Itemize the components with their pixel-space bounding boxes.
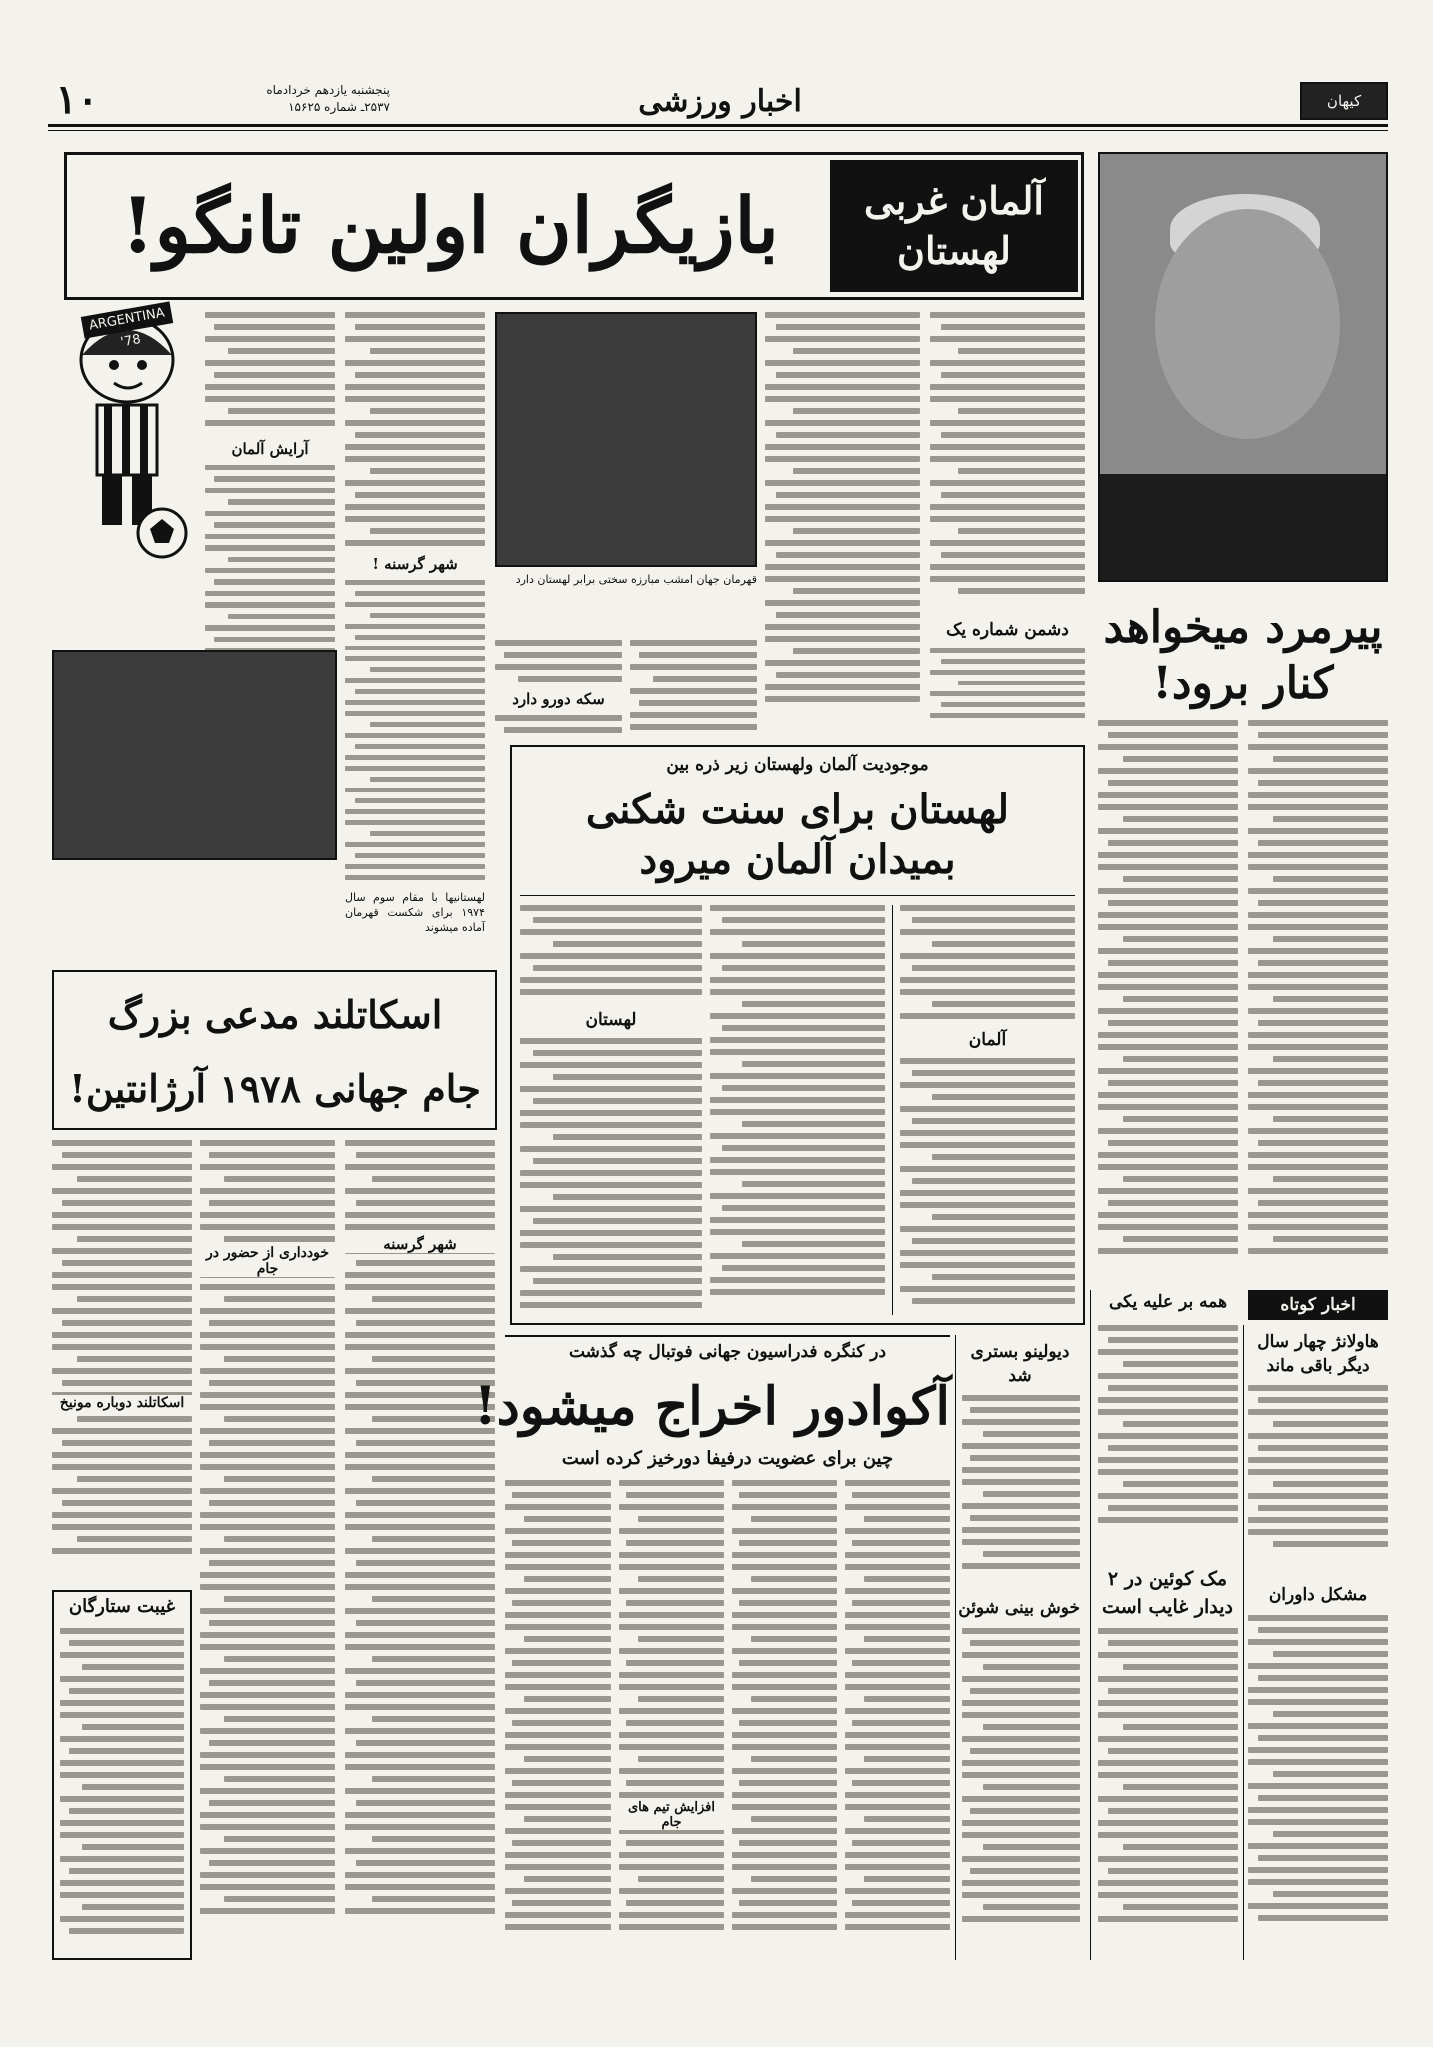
- scotland-headline-line-1: اسکاتلند مدعی بزرگ: [107, 992, 443, 1037]
- masthead-rule-thin: [48, 130, 1388, 131]
- story-column-d: [495, 640, 622, 685]
- poland-column-3b: [520, 1038, 702, 1318]
- story-column-c: [630, 640, 757, 735]
- portrait-headline-line-1: پیرمرد میخواهد: [1103, 602, 1383, 653]
- squad-photo: [52, 650, 337, 860]
- all-against-one-column: [1098, 1325, 1238, 1555]
- sub-germany: آلمان: [968, 1030, 1007, 1050]
- scotland-sub-3: اسکاتلند دوباره مونیخ: [52, 1395, 192, 1411]
- fifa-top-rule: [505, 1335, 950, 1337]
- sub-coin: سکه دورو دارد: [512, 690, 605, 708]
- date-text: پنجشنبه یازدهم خردادماه: [266, 83, 390, 97]
- fifa-kicker: در کنگره فدراسیون جهانی فوتبال چه گذشت: [568, 1342, 887, 1362]
- mascot-illustration: [52, 305, 202, 565]
- scotland-headline: [60, 978, 490, 1126]
- fifa-column-1: [845, 1480, 950, 1960]
- portrait-column-1: [1248, 720, 1388, 1275]
- poland-head-rule: [520, 895, 1075, 896]
- scotland-sub-1: شهر گرسنه: [345, 1235, 495, 1253]
- fifa-column-2: [732, 1480, 837, 1960]
- sub-arrival: آرایش آلمان: [231, 440, 309, 458]
- referees-headline: مشکل داوران: [1268, 1585, 1368, 1605]
- page-number: ۱۰: [55, 76, 99, 123]
- poland-col-rule: [892, 905, 893, 1315]
- poland-kicker: موجودیت آلمان ولهستان زیر ذره بین: [666, 755, 929, 775]
- all-against-one-headline: همه بر علیه یکی: [1108, 1292, 1228, 1312]
- portrait-photo: [1098, 152, 1388, 582]
- welcome-column: [962, 1628, 1080, 1958]
- poland-column-1b: [900, 1058, 1075, 1318]
- fifa-sub-teams: افزایش تیم های جام: [619, 1800, 724, 1830]
- fifa-column-4: [505, 1480, 611, 1960]
- stars-headline: غیبت ستارگان: [68, 1596, 176, 1617]
- poland-headline-line-1: لهستان برای سنت شکنی: [585, 786, 1010, 833]
- masthead-rule: [48, 124, 1388, 127]
- squad-photo-caption: لهستانیها با مقام سوم سال ۱۹۷۴ برای شکست قهرمان آماده میشوند: [345, 891, 485, 934]
- lead-tag-line-2: لهستان: [897, 228, 1011, 273]
- fifa-deck: چین برای عضویت درفیفا دورخیز کرده است: [561, 1448, 894, 1469]
- poland-column-2: [710, 905, 885, 1315]
- short-news-banner: اخبار کوتاه: [1248, 1290, 1388, 1320]
- sub-hunger: شهر گرسنه !: [372, 555, 458, 573]
- scotland-headline-line-2: جام جهانی ۱۹۷۸ آرژانتین!: [69, 1066, 481, 1111]
- short-news-col-rule: [1243, 1325, 1244, 1960]
- newspaper-logo: کیهان: [1300, 82, 1388, 120]
- story-column-f: [205, 312, 335, 432]
- story-column-e2: [345, 580, 485, 880]
- scotland-column-3: [52, 1140, 192, 1580]
- section-title: اخبار ورزشی: [638, 84, 802, 119]
- poland-column-1: [900, 905, 1075, 1025]
- hoeness-column: [1248, 1385, 1388, 1575]
- hoeness-headline-line-1: هاولانژ چهار سال: [1257, 1332, 1379, 1352]
- welcome-headline: خوش بینی شوئن: [958, 1598, 1080, 1618]
- poland-headline-line-2: بمیدان آلمان میرود: [639, 836, 956, 883]
- portrait-coat: [1100, 474, 1388, 582]
- story-column-b: [765, 312, 920, 717]
- mascot-banner: ARGENTINA '78: [81, 301, 173, 338]
- story-column-d2: [495, 715, 622, 735]
- portrait-headline-line-2: کنار برود!: [1152, 658, 1334, 709]
- hoeness-headline-line-2: دیگر باقی ماند: [1266, 1356, 1370, 1376]
- sub-enemy-one: دشمن شماره یک: [946, 620, 1069, 640]
- fifa-headline: آکوادور اخراج میشود!: [473, 1376, 950, 1437]
- short-news-rule: [1090, 1290, 1091, 1960]
- poland-headline: [520, 785, 1075, 885]
- briefs-rule: [955, 1335, 956, 1960]
- lead-tag: [830, 160, 1078, 292]
- team-photo-caption: قهرمان جهان امشب مبارزه سختی برابر لهستان دارد: [515, 573, 757, 586]
- lead-headline: بازیگران اولین تانگو!: [121, 181, 779, 270]
- story-column-a: [930, 312, 1085, 612]
- hoeness-headline: [1248, 1330, 1388, 1378]
- portrait-headline: [1098, 600, 1388, 712]
- stretcher-headline: [960, 1340, 1080, 1388]
- story-column-f2: [205, 465, 335, 665]
- stars-column: [60, 1628, 184, 1953]
- stretcher-column: [962, 1395, 1080, 1590]
- poland-column-3: [520, 905, 702, 1005]
- scotland-sub-2: خودداری از حضور در جام: [200, 1245, 335, 1277]
- mcqueen-headline-line-1: مک کوئین در ۲: [1107, 1568, 1228, 1590]
- fifa-column-3: [619, 1480, 724, 1960]
- portrait-face: [1155, 209, 1340, 439]
- team-photo: [495, 312, 757, 567]
- scotland-column-1: [345, 1140, 495, 1960]
- portrait-column-2: [1098, 720, 1238, 1275]
- sub-poland: لهستان: [585, 1010, 637, 1030]
- mcqueen-headline-line-2: دیدار غایب است: [1102, 1596, 1233, 1618]
- stretcher-headline-line-2: شد: [1008, 1366, 1032, 1386]
- mcqueen-headline: [1090, 1565, 1245, 1621]
- lead-tag-line-1: آلمان غربی: [864, 178, 1044, 223]
- story-column-a2: [930, 648, 1085, 718]
- mcqueen-column: [1098, 1628, 1238, 1958]
- referees-column: [1248, 1615, 1388, 1960]
- issue-text: ۲۵۳۷ـ شماره ۱۵۶۲۵: [288, 100, 390, 114]
- stretcher-headline-line-1: دیولینو بستری: [970, 1342, 1070, 1362]
- date-line: [110, 82, 390, 116]
